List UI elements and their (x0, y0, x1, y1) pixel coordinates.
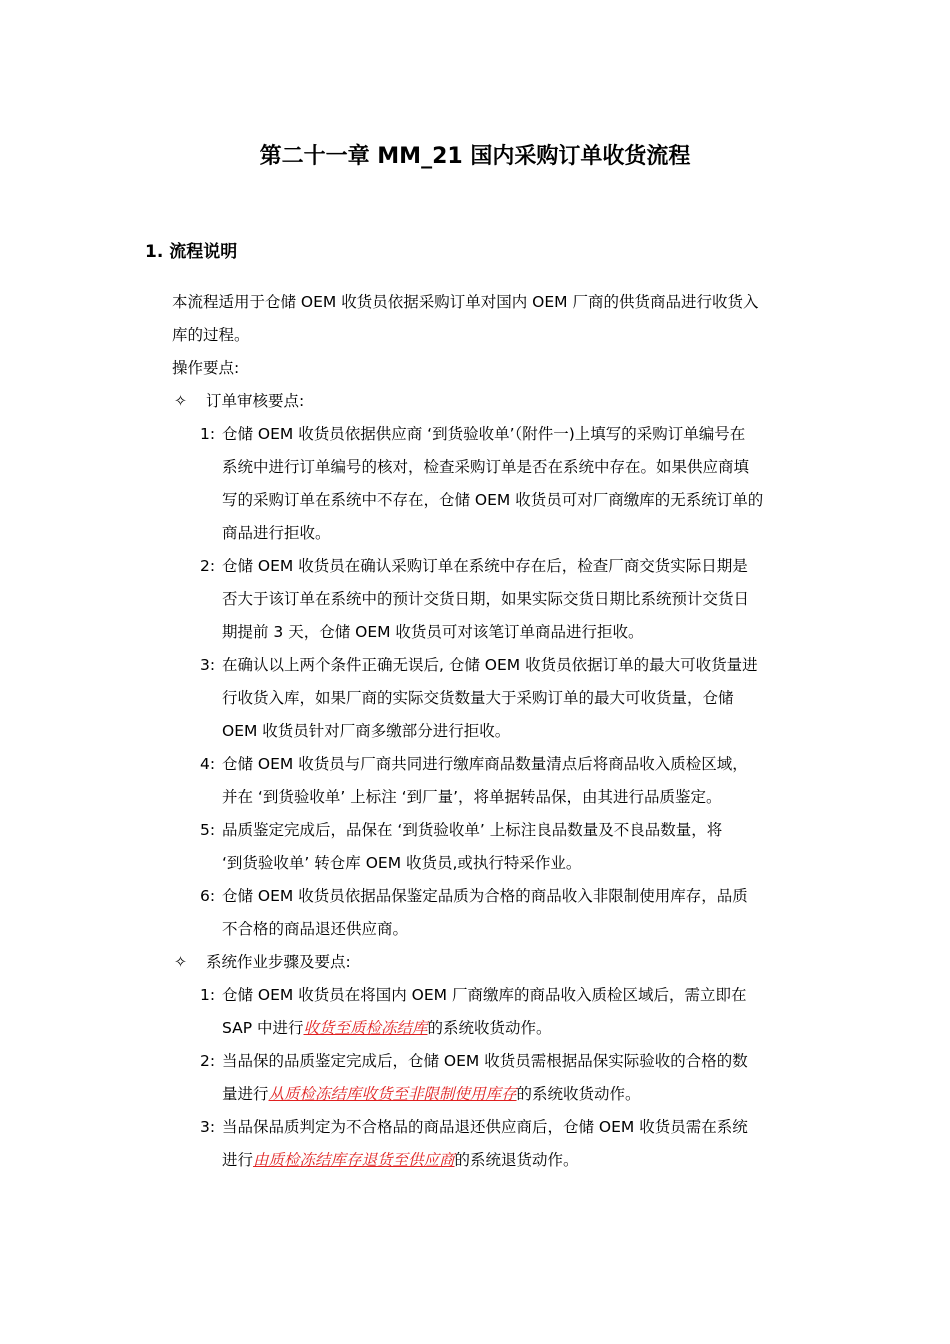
item-text-line: 并在 ‘到货验收单’ 上标注 ‘到厂量’，将单据转品保，由其进行品质鉴定。 (222, 788, 722, 806)
document-body (172, 286, 812, 1177)
list-item (172, 814, 812, 880)
transaction-link[interactable]: 从质检冻结库收货至非限制使用库存 (268, 1085, 517, 1103)
section-heading-text: 流程说明 (169, 242, 238, 262)
item-number: 1: (200, 986, 216, 1004)
item-text-suffix: 的系统收货动作。 (516, 1085, 641, 1103)
item-text-line: OEM 收货员针对厂商多缴部分进行拒收。 (222, 722, 511, 740)
bullet-label: 订单审核要点: (206, 392, 305, 410)
item-text-line (222, 1078, 812, 1111)
intro-line-1: 本流程适用于仓储 OEM 收货员依据采购订单对国内 OEM 厂商的供货商品进行收货入 (172, 293, 759, 311)
bullet-system-steps (172, 946, 812, 979)
intro-line-2: 库的过程。 (172, 326, 250, 344)
item-text-suffix: 的系统收货动作。 (427, 1019, 552, 1037)
item-text-line: 行收货入库，如果厂商的实际交货数量大于采购订单的最大可收货量，仓储 (222, 689, 734, 707)
list-item (172, 748, 812, 814)
section-heading (145, 238, 237, 266)
item-number: 5: (200, 821, 216, 839)
item-text-line: 仓储 OEM 收货员在确认采购订单在系统中存在后，检查厂商交货实际日期是 (222, 557, 748, 575)
item-text-line: 品质鉴定完成后，品保在 ‘到货验收单’ 上标注良品数量及不良品数量，将 (222, 821, 723, 839)
list-item (172, 880, 812, 946)
bullet-order-review (172, 385, 812, 418)
item-text-line: 否大于该订单在系统中的预计交货日期，如果实际交货日期比系统预计交货日 (222, 590, 750, 608)
transaction-link[interactable]: 由质检冻结库存退货至供应商 (253, 1151, 455, 1169)
item-text-line (222, 1012, 812, 1045)
diamond-bullet-icon: ✧ (174, 392, 187, 410)
item-text-line: 仓储 OEM 收货员与厂商共同进行缴库商品数量清点后将商品收入质检区域， (222, 755, 748, 773)
item-number: 3: (200, 1118, 216, 1136)
list-item (172, 1111, 812, 1177)
bullet-label: 系统作业步骤及要点: (206, 953, 351, 971)
section-number: 1. (145, 242, 164, 262)
item-number: 2: (200, 1052, 216, 1070)
item-text-suffix: 的系统退货动作。 (454, 1151, 579, 1169)
operation-points-heading: 操作要点: (172, 359, 240, 377)
system-steps-list (172, 979, 812, 1177)
item-text-line: 期提前 3 天，仓储 OEM 收货员可对该笔订单商品进行拒收。 (222, 623, 644, 641)
item-number: 2: (200, 557, 216, 575)
item-text-prefix: 进行 (222, 1151, 254, 1169)
list-item (172, 550, 812, 649)
item-text-line: 系统中进行订单编号的核对，检查采购订单是否在系统中存在。如果供应商填 (222, 458, 750, 476)
list-item (172, 649, 812, 748)
item-text-prefix: 量进行 (222, 1085, 269, 1103)
item-text-line: 商品进行拒收。 (222, 524, 331, 542)
item-number: 6: (200, 887, 216, 905)
item-number: 3: (200, 656, 216, 674)
item-text-prefix: SAP 中进行 (222, 1019, 304, 1037)
item-text-line: ‘到货验收单’ 转仓库 OEM 收货员,或执行特采作业。 (222, 854, 582, 872)
item-text-line: 仓储 OEM 收货员依据品保鉴定品质为合格的商品收入非限制使用库存，品质 (222, 887, 748, 905)
order-review-list (172, 418, 812, 946)
item-text-line: 不合格的商品退还供应商。 (222, 920, 409, 938)
item-text-line: 在确认以上两个条件正确无误后, 仓储 OEM 收货员依据订单的最大可收货量进 (222, 656, 758, 674)
item-text-line: 当品保的品质鉴定完成后，仓储 OEM 收货员需根据品保实际验收的合格的数 (222, 1052, 748, 1070)
item-text-line (222, 1144, 812, 1177)
chapter-title: 第二十一章 MM_21 国内采购订单收货流程 (259, 144, 691, 169)
transaction-link[interactable]: 收货至质检冻结库 (303, 1019, 428, 1037)
item-number: 1: (200, 425, 216, 443)
item-text-line: 写的采购订单在系统中不存在，仓储 OEM 收货员可对厂商缴库的无系统订单的 (222, 491, 764, 509)
item-text-line: 仓储 OEM 收货员在将国内 OEM 厂商缴库的商品收入质检区域后，需立即在 (222, 986, 747, 1004)
diamond-bullet-icon: ✧ (174, 953, 187, 971)
list-item (172, 418, 812, 550)
item-text-line: 当品保品质判定为不合格品的商品退还供应商后，仓储 OEM 收货员需在系统 (222, 1118, 748, 1136)
list-item (172, 979, 812, 1045)
item-text-line: 仓储 OEM 收货员依据供应商 ‘到货验收单’（附件一)上填写的采购订单编号在 (222, 425, 746, 443)
item-number: 4: (200, 755, 216, 773)
list-item (172, 1045, 812, 1111)
